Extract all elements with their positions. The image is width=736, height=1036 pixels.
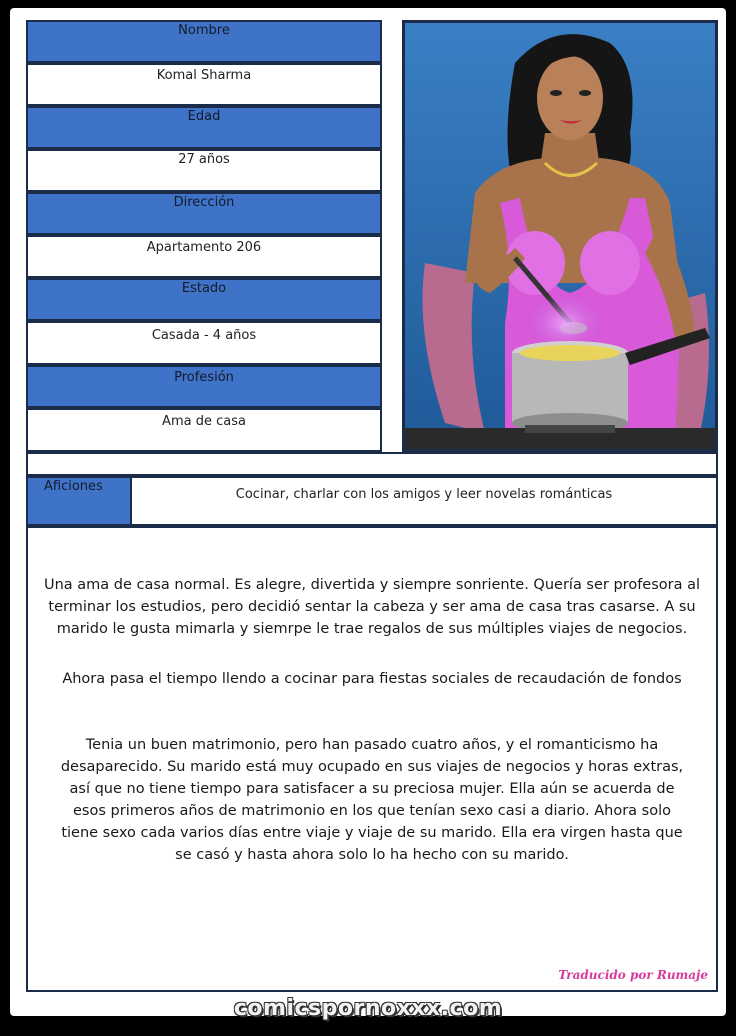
field-value-direccion: Apartamento 206 (26, 235, 382, 278)
description-paragraph-1: Una ama de casa normal. Es alegre, divertida y siempre sonriente. Quería ser profesora al terminar los estudios, pero decidió sentar la cabeza y ser ama de casa tras casarse. A su marido le gusta mimarla y siemrpe le trae regalos de sus múltiples viajes de negocios. (43, 577, 701, 637)
field-label-direccion: Dirección (26, 192, 382, 235)
field-label-estado: Estado (26, 278, 382, 321)
description-box (26, 526, 718, 992)
field-label-profesion: Profesión (26, 365, 382, 408)
description-paragraph-3: Tenia un buen matrimonio, pero han pasado cuatro años, y el romanticismo ha desaparecido. Su marido está muy ocupado en sus viajes de negocios y horas extras, así que no tiene tiempo para satisfacer a su preciosa mujer. Ella aún se acuerda de esos primeros años de matrimonio en los que tenían sexo casi a diario. Ahora solo tiene sexo cada varios días entre viaje y viaje de su marido. Ella era virgen hasta que se casó y hasta ahora solo lo ha hecho con su marido. (60, 737, 684, 863)
portrait-image (402, 20, 718, 452)
field-value-estado: Casada - 4 años (26, 321, 382, 365)
field-value-edad: 27 años (26, 149, 382, 192)
character-sheet (10, 8, 726, 1016)
field-value-profesion: Ama de casa (26, 408, 382, 452)
aficiones-value: Cocinar, charlar con los amigos y leer novelas románticas (130, 476, 718, 526)
field-value-nombre: Komal Sharma (26, 63, 382, 106)
site-watermark: comicspornoxxx.com (233, 996, 503, 1021)
woman-cooking-illustration (405, 23, 715, 449)
translator-credit: Traducido por Rumaje (558, 968, 708, 982)
spacer-row (26, 452, 718, 476)
aficiones-label: Aficiones (26, 476, 132, 526)
field-label-edad: Edad (26, 106, 382, 149)
field-label-nombre: Nombre (26, 20, 382, 63)
description-paragraph-2: Ahora pasa el tiempo llendo a cocinar para fiestas sociales de recaudación de fondos (62, 671, 682, 687)
